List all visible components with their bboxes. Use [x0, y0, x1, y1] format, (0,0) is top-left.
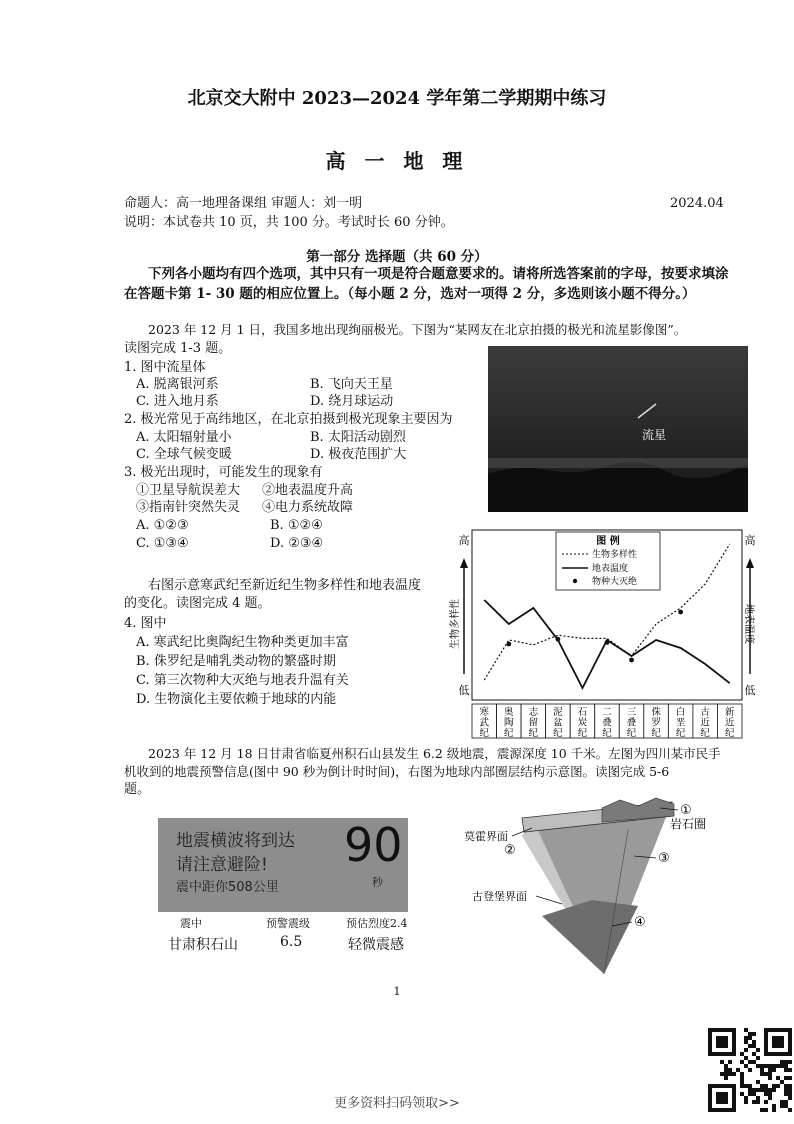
qr-module [760, 1084, 764, 1088]
period-label: 侏 [651, 707, 661, 718]
meteor-streak [638, 404, 656, 418]
q1-option-a[interactable]: A. 脱离银河系 [136, 377, 219, 392]
intro-chart-line1: 右图示意寒武纪至新近纪生物多样性和地表温度 [148, 578, 422, 593]
qr-module [772, 1068, 776, 1072]
period-label: 叠 [602, 717, 612, 729]
qr-module [764, 1064, 768, 1068]
qr-module [720, 1060, 724, 1064]
qr-module [724, 1072, 728, 1076]
qr-module [752, 1044, 756, 1048]
left-axis-label: 生物多样性 [450, 599, 461, 649]
qr-module [776, 1064, 780, 1068]
qr-finder [772, 1036, 784, 1048]
qr-module [764, 1072, 768, 1076]
qr-module [744, 1028, 748, 1032]
qr-module [728, 1060, 732, 1064]
qr-module [744, 1084, 748, 1088]
q3-option-b[interactable]: B. ①②④ [270, 518, 323, 533]
label-circle-4: ④ [634, 915, 646, 930]
q3-statement-4: ④电力系统故障 [262, 500, 354, 515]
q2-stem: 2. 极光常见于高纬地区，在北京拍摄到极光现象主要因为 [124, 412, 453, 427]
qr-module [772, 1064, 776, 1068]
qr-module [788, 1084, 792, 1088]
qr-module [744, 1064, 748, 1068]
extinction-point [629, 658, 634, 663]
period-label: 二 [602, 707, 612, 718]
countdown-number: 90 [344, 818, 403, 872]
qr-module [784, 1060, 788, 1064]
footer-link[interactable]: 更多资料扫码领取>> [334, 1096, 460, 1111]
intro-aurora-line1: 2023 年 12 月 1 日，我国多地出现绚丽极光。下图为“某网友在北京拍摄的极光和流星影像图”。 [148, 322, 687, 337]
qr-module [748, 1060, 752, 1064]
legend-temp-label: 地表温度 [592, 564, 629, 574]
period-label: 志 [528, 707, 539, 718]
qr-module [724, 1076, 728, 1080]
subject-title: 高 一 地 理 [325, 149, 469, 173]
aurora-photo-graphic [488, 346, 748, 512]
q4-option-b[interactable]: B. 侏罗纪是哺乳类动物的繁盛时期 [136, 654, 336, 669]
period-label: 近 [724, 717, 735, 729]
period-label: 奥 [504, 707, 514, 718]
intro-aurora-line2: 读图完成 1-3 题。 [124, 341, 232, 356]
qr-module [744, 1056, 748, 1060]
q3-option-d[interactable]: D. ②③④ [270, 536, 324, 551]
period-label: 炭 [577, 717, 588, 729]
right-high-label: 高 [744, 534, 756, 547]
earth-structure-diagram [452, 796, 722, 980]
qr-module [768, 1076, 772, 1080]
period-label: 纪 [724, 728, 735, 739]
q3-option-c[interactable]: C. ①③④ [136, 536, 189, 551]
right-low-label: 低 [744, 684, 756, 697]
q3-statement-1: ①卫星导航误差大 [136, 483, 241, 498]
q4-option-d[interactable]: D. 生物演化主要依赖于地球的内能 [136, 692, 337, 707]
legend-ext-label: 物种大灭绝 [592, 577, 638, 587]
qr-module [768, 1068, 772, 1072]
legend-ext-swatch [573, 579, 577, 583]
extinction-point [506, 642, 511, 647]
qr-module [728, 1072, 732, 1076]
meteor-label: 流星 [642, 428, 667, 442]
period-label: 石 [577, 707, 588, 718]
biodiversity-temperature-chart [450, 524, 756, 740]
extinction-point [605, 640, 610, 645]
intro-quake-line2: 机收到的地震预警信息(图中 90 秒为倒计时时间)，右图为地球内部圈层结构示意图。读图完成 5-6 [124, 764, 670, 779]
qr-module [736, 1068, 740, 1072]
gutenberg-label: 古登堡界面 [472, 890, 527, 903]
qr-module [788, 1060, 792, 1064]
qr-module [760, 1072, 764, 1076]
period-axis-group [472, 704, 742, 739]
intro-quake-line1: 2023 年 12 月 18 日甘肃省临夏州积石山县发生 6.2 级地震，震源深度 10 千米。左图为四川某市民手 [148, 746, 721, 761]
alert-line3: 震中距你508公里 [176, 880, 279, 895]
left-high-label: 高 [458, 534, 470, 547]
qr-module [724, 1064, 728, 1068]
qr-module [748, 1032, 752, 1036]
period-label: 盆 [553, 717, 563, 729]
alert-value-epicenter: 甘肃积石山 [168, 937, 238, 953]
q3-statement-3: ③指南针突然失灵 [136, 500, 241, 515]
qr-module [760, 1064, 764, 1068]
period-label: 陶 [504, 717, 514, 729]
qr-module [756, 1064, 760, 1068]
intro-chart-line2: 的变化。读图完成 4 题。 [124, 596, 271, 611]
page-number: 1 [393, 985, 401, 998]
right-axis-label: 地表温度 [743, 604, 754, 644]
q3-statement-2: ②地表温度升高 [262, 483, 354, 498]
period-label: 武 [479, 717, 490, 729]
qr-module [752, 1040, 756, 1044]
label-circle-3: ③ [658, 851, 670, 866]
qr-module [780, 1080, 784, 1084]
q2-option-b[interactable]: B. 太阳活动剧烈 [310, 430, 406, 445]
earth-core-region [542, 900, 638, 974]
q4-stem: 4. 图中 [124, 616, 167, 631]
countdown-unit: 秒 [372, 876, 383, 889]
qr-module [776, 1076, 780, 1080]
instructions-line1: 下列各小题均有四个选项，其中只有一项是符合题意要求的。请将所选答案前的字母，按要求填涂 [148, 266, 729, 282]
qr-module [768, 1072, 772, 1076]
qr-finder [716, 1036, 728, 1048]
authors-line: 命题人：高一地理备课组 审题人：刘一明 [124, 196, 363, 211]
qr-module [772, 1084, 776, 1088]
qr-module [788, 1068, 792, 1072]
qr-module [752, 1052, 756, 1056]
lithosphere-label: 岩石圈 [670, 817, 707, 831]
q3-option-a[interactable]: A. ①②③ [136, 518, 189, 533]
leader-gutenberg [536, 896, 562, 904]
intro-quake-line3: 题。 [124, 782, 151, 797]
period-label: 垩 [675, 717, 686, 729]
exam-date: 2024.04 [670, 196, 724, 211]
qr-module [784, 1076, 788, 1080]
q1-option-d[interactable]: D. 绕月球运动 [310, 394, 394, 409]
qr-module [744, 1040, 748, 1044]
exam-title: 北京交大附中 2023—2024 学年第二学期期中练习 [187, 88, 607, 109]
q4-option-c[interactable]: C. 第三次物种大灭绝与地表升温有关 [136, 673, 349, 688]
period-label: 罗 [651, 717, 661, 729]
qr-module [756, 1080, 760, 1084]
period-label: 纪 [651, 728, 661, 739]
exam-note: 说明：本试卷共 10 页，共 100 分。考试时长 60 分钟。 [124, 215, 454, 230]
period-label: 纪 [479, 728, 490, 739]
period-label: 泥 [553, 707, 563, 718]
qr-module [780, 1064, 784, 1068]
alert-header-intensity: 预估烈度2.4 [346, 917, 408, 930]
qr-module [740, 1084, 744, 1088]
qr-module [748, 1084, 752, 1088]
qr-module [784, 1084, 788, 1088]
period-label: 纪 [577, 728, 588, 739]
alert-value-intensity: 轻微震感 [348, 937, 404, 953]
q4-option-a[interactable]: A. 寒武纪比奥陶纪生物种类更加丰富 [136, 635, 349, 650]
period-label: 三 [626, 707, 637, 718]
period-label: 寒 [479, 707, 490, 718]
qr-module [744, 1036, 748, 1040]
q3-stem: 3. 极光出现时，可能发生的现象有 [124, 465, 323, 480]
q2-option-a[interactable]: A. 太阳辐射量小 [136, 430, 232, 445]
legend-bio-label: 生物多样性 [592, 550, 638, 560]
qr-module [740, 1072, 744, 1076]
extinction-point [678, 610, 683, 615]
q2-option-d[interactable]: D. 极夜范围扩大 [310, 447, 407, 462]
alert-value-magnitude: 6.5 [280, 934, 303, 950]
qr-module [728, 1068, 732, 1072]
qr-module [776, 1084, 780, 1088]
instructions-line2: 在答题卡第 1- 30 题的相应位置上。（每小题 2 分，选对一项得 2 分，多选则该小题不得分。） [124, 286, 696, 302]
alert-header-epicenter: 震中 [180, 917, 202, 930]
period-label: 留 [528, 717, 539, 729]
left-arrow-head [460, 558, 468, 568]
left-low-label: 低 [458, 684, 470, 697]
period-label: 新 [724, 707, 735, 718]
label-circle-1: ① [680, 803, 692, 818]
q1-option-c[interactable]: C. 进入地月系 [136, 394, 219, 409]
qr-module [752, 1060, 756, 1064]
qr-module [748, 1036, 752, 1040]
qr-module [720, 1072, 724, 1076]
period-label: 纪 [675, 728, 686, 739]
right-arrow-head [746, 558, 754, 568]
period-label: 叠 [626, 717, 637, 729]
qr-module [740, 1076, 744, 1080]
qr-module [752, 1032, 756, 1036]
qr-module [732, 1072, 736, 1076]
qr-module [740, 1060, 744, 1064]
moho-label: 莫霍界面 [464, 830, 508, 843]
qr-module [768, 1064, 772, 1068]
qr-module [780, 1060, 784, 1064]
qr-module [760, 1068, 764, 1072]
qr-module [748, 1044, 752, 1048]
alert-header-magnitude: 预警震级 [266, 917, 310, 930]
period-label: 纪 [700, 728, 710, 739]
alert-line1: 地震横波将到达 [176, 831, 295, 851]
qr-module [756, 1056, 760, 1060]
qr-module [764, 1084, 768, 1088]
period-label: 纪 [504, 728, 514, 739]
legend-title: 图 例 [596, 536, 620, 547]
q1-option-b[interactable]: B. 飞向天王星 [310, 377, 393, 392]
qr-module [784, 1064, 788, 1068]
alert-line2: 请注意避险! [176, 855, 268, 875]
period-label: 古 [700, 707, 710, 718]
qr-module [748, 1068, 752, 1072]
qr-module [788, 1076, 792, 1080]
qr-module [740, 1052, 744, 1056]
qr-module [724, 1068, 728, 1072]
label-circle-2: ② [504, 843, 516, 858]
period-label: 纪 [602, 728, 612, 739]
period-label: 纪 [553, 728, 563, 739]
period-label: 近 [700, 717, 710, 729]
period-label: 纪 [528, 728, 539, 739]
q1-stem: 1. 图中流星体 [124, 360, 206, 375]
qr-module [744, 1048, 748, 1052]
qr-module [784, 1068, 788, 1072]
period-label: 纪 [626, 728, 637, 739]
section-title: 第一部分 选择题（共 60 分） [306, 249, 488, 265]
q2-option-c[interactable]: C. 全球气候变暖 [136, 447, 232, 462]
period-label: 白 [675, 707, 686, 718]
aurora-meteor-photo [488, 346, 748, 512]
extinction-point [556, 637, 561, 642]
qr-module [756, 1048, 760, 1052]
qr-module [740, 1080, 744, 1084]
